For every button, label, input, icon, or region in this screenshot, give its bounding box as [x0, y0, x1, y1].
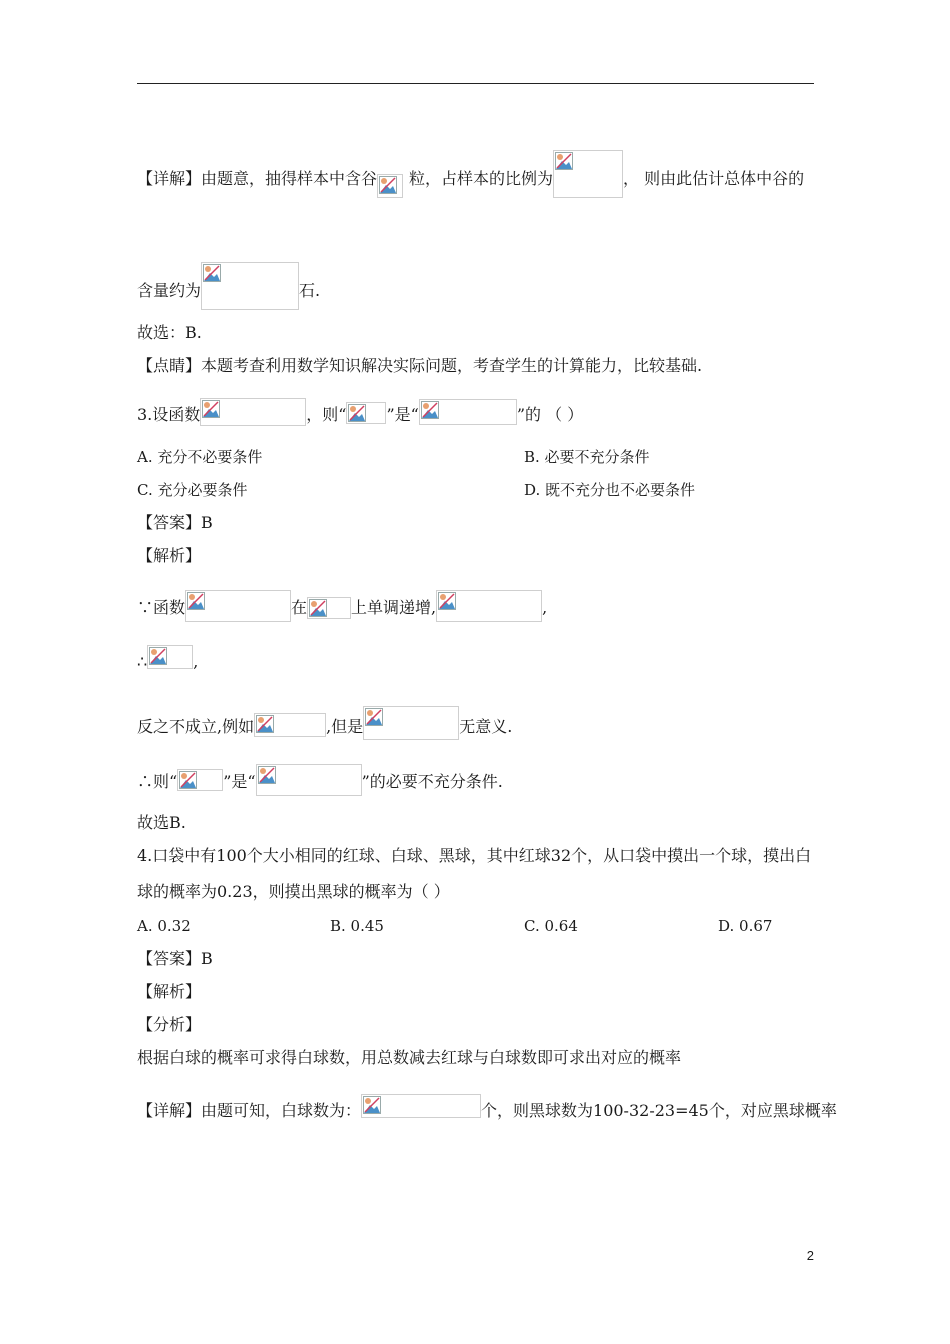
analysis-step-1: ∵函数 在 上单调递增, ,: [137, 590, 547, 622]
question-4-stem-2: 球的概率为0.23，则摸出黑球的概率为（ ）: [137, 882, 450, 901]
formula-image: [201, 262, 299, 310]
broken-image-icon: [179, 771, 197, 789]
broken-image-icon: [363, 1096, 381, 1114]
formula-image: [436, 590, 542, 622]
detail-line-1: 【详解】由题意，抽得样本中含谷 粒，占样本的比例为 ， 则由此估计总体中谷的: [137, 150, 804, 198]
question-4-stem-1: 4.口袋中有100个大小相同的红球、白球、黑球，其中红球32个，从口袋中摸出一个球，摸出白: [137, 846, 812, 865]
page-number: 2: [806, 1248, 814, 1263]
formula-image: [177, 769, 223, 791]
formula-image: [307, 597, 351, 619]
q3-option-b: B. 必要不充分条件: [524, 448, 650, 466]
q4-analysis-title: 【解析】: [137, 982, 202, 1001]
broken-image-icon: [438, 592, 456, 610]
q4-option-a: A. 0.32: [137, 917, 191, 935]
formula-image: [256, 764, 362, 796]
q4-fenxi-text: 根据白球的概率可求得白球数，用总数减去红球与白球数即可求出对应的概率: [137, 1048, 682, 1067]
q4-detail-line: 【详解】由题可知，白球数为： 个，则黑球数为100-32-23=45个，对应黑球概率: [137, 1094, 837, 1122]
formula-image: [419, 399, 517, 425]
broken-image-icon: [203, 264, 221, 282]
formula-image: [377, 174, 403, 198]
broken-image-icon: [309, 599, 327, 617]
analysis-step-4: ∴则“ ”是“ ”的必要不充分条件.: [137, 764, 503, 796]
q4-option-c: C. 0.64: [524, 917, 578, 935]
header-rule: [137, 83, 814, 84]
comment-line: 【点睛】本题考查利用数学知识解决实际问题，考查学生的计算能力，比较基础.: [137, 356, 703, 375]
q4-option-d: D. 0.67: [718, 917, 773, 935]
q3-option-c: C. 充分必要条件: [137, 481, 248, 499]
q3-analysis-title: 【解析】: [137, 546, 202, 565]
formula-image: [185, 590, 291, 622]
q4-fenxi-title: 【分析】: [137, 1015, 202, 1034]
broken-image-icon: [149, 647, 167, 665]
broken-image-icon: [555, 152, 573, 170]
formula-image: [254, 713, 326, 737]
q3-choose-line: 故选B.: [137, 813, 186, 832]
formula-image: [200, 398, 306, 426]
broken-image-icon: [365, 708, 383, 726]
broken-image-icon: [421, 401, 439, 419]
broken-image-icon: [348, 404, 366, 422]
q4-answer: 【答案】B: [137, 949, 213, 968]
q3-option-d: D. 既不充分也不必要条件: [524, 481, 696, 499]
q3-option-a: A. 充分不必要条件: [137, 448, 263, 466]
analysis-step-3: 反之不成立,例如 ,但是 无意义.: [137, 706, 512, 740]
q3-answer: 【答案】B: [137, 513, 213, 532]
detail-line-2: 含量约为 石.: [137, 262, 320, 310]
formula-image: [346, 402, 386, 424]
formula-image: [147, 645, 193, 669]
broken-image-icon: [258, 766, 276, 784]
question-3-stem: 3.设函数 ，则“ ”是“ ”的 （ ）: [137, 398, 583, 426]
q4-option-b: B. 0.45: [330, 917, 384, 935]
broken-image-icon: [379, 176, 397, 194]
formula-image: [361, 1094, 481, 1118]
formula-image: [553, 150, 623, 198]
formula-image: [363, 706, 459, 740]
broken-image-icon: [202, 400, 220, 418]
choose-line: 故选：B.: [137, 323, 202, 342]
broken-image-icon: [256, 715, 274, 733]
broken-image-icon: [187, 592, 205, 610]
analysis-step-2: ∴ ,: [137, 645, 198, 673]
